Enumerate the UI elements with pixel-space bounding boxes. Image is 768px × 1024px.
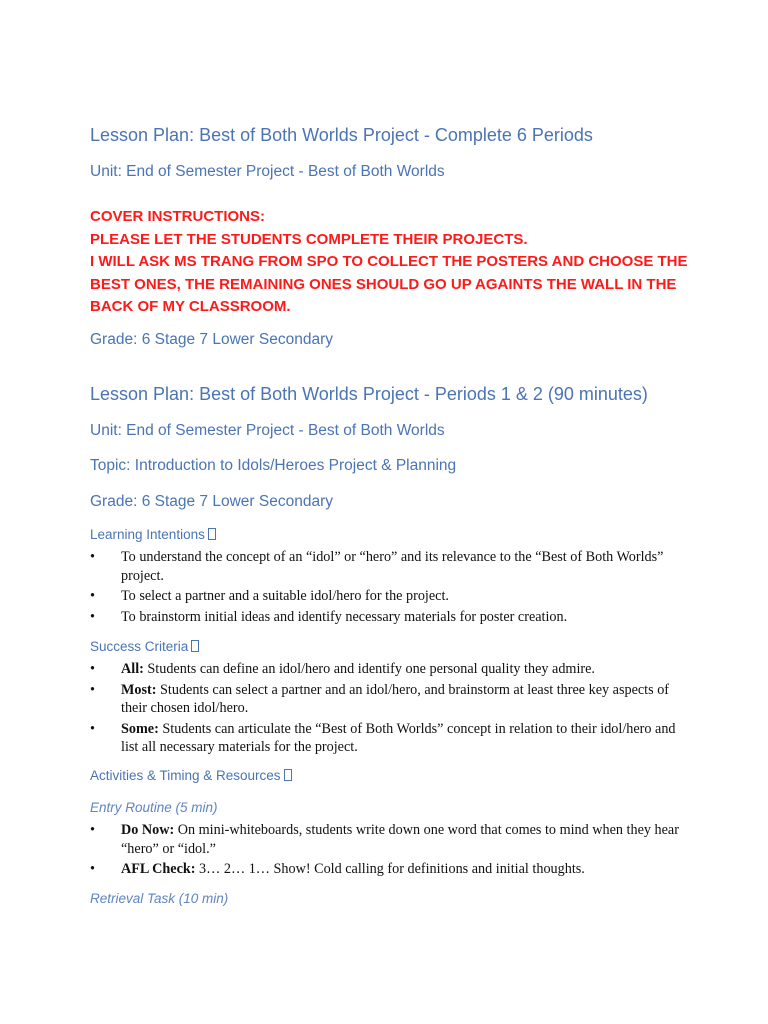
- bullet-icon: •: [90, 861, 95, 877]
- entry-routine-heading: Entry Routine (5 min): [90, 800, 218, 815]
- list-item: • To brainstorm initial ideas and identify necessary materials for poster creation.: [90, 608, 568, 625]
- cover-instructions-line: PLEASE LET THE STUDENTS COMPLETE THEIR PROJECTS.: [90, 230, 528, 248]
- bullet-icon: •: [90, 608, 95, 625]
- learning-intentions-heading: Learning Intentions: [90, 527, 216, 542]
- list-item: • AFL Check: 3… 2… 1… Show! Cold calling for definitions and initial thoughts.: [90, 861, 585, 877]
- bullet-icon: •: [90, 720, 95, 737]
- lesson-title-periods: Lesson Plan: Best of Both Worlds Project - Periods 1 & 2 (90 minutes): [90, 384, 648, 404]
- topic-heading: Topic: Introduction to Idols/Heroes Project & Planning: [90, 457, 457, 474]
- cover-instructions-line: I WILL ASK MS TRANG FROM SPO TO COLLECT THE POSTERS AND CHOOSE THE BEST ONES, THE REMAINING ONES SHOULD GO UP AGAINTS THE WALL IN THE BACK OF MY CLASSROOM.: [90, 253, 688, 315]
- bullet-icon: •: [90, 822, 95, 838]
- missing-glyph-icon: [208, 528, 216, 540]
- list-item: • To select a partner and a suitable idol/hero for the project.: [90, 588, 449, 604]
- bullet-icon: •: [90, 549, 95, 565]
- cover-instructions-title: COVER INSTRUCTIONS:: [90, 208, 266, 225]
- list-item: • Some: Students can articulate the “Best of Both Worlds” concept in relation to their idol/hero and list all necessary materials for the project.: [90, 720, 676, 755]
- missing-glyph-icon: [191, 640, 199, 652]
- list-item: • All: Students can define an idol/hero and identify one personal quality they admire.: [90, 661, 595, 677]
- activities-heading: Activities & Timing & Resources: [90, 768, 292, 783]
- bullet-icon: •: [90, 661, 95, 677]
- list-item: • To understand the concept of an “idol” or “hero” and its relevance to the “Best of Both Worlds” project.: [90, 549, 664, 584]
- entry-routine-list: [90, 821, 690, 881]
- cover-instructions: [90, 206, 690, 319]
- grade-heading: Grade: 6 Stage 7 Lower Secondary: [90, 331, 333, 348]
- missing-glyph-icon: [284, 769, 292, 781]
- success-criteria-heading: Success Criteria: [90, 639, 199, 654]
- success-criteria-list: [90, 660, 690, 759]
- list-item: • Most: Students can select a partner and an idol/hero, and brainstorm at least three key aspects of their chosen idol/hero.: [90, 681, 670, 716]
- unit-heading: Unit: End of Semester Project - Best of Both Worlds: [90, 422, 445, 439]
- retrieval-task-heading: Retrieval Task (10 min): [90, 891, 229, 906]
- unit-heading: Unit: End of Semester Project - Best of Both Worlds: [90, 163, 445, 180]
- bullet-icon: •: [90, 681, 95, 698]
- list-item: • Do Now: On mini-whiteboards, students write down one word that comes to mind when they hear “hero” or “idol.”: [90, 822, 679, 857]
- grade-heading: Grade: 6 Stage 7 Lower Secondary: [90, 493, 333, 510]
- learning-intentions-list: [90, 548, 690, 628]
- bullet-icon: •: [90, 588, 95, 604]
- lesson-title-complete: Lesson Plan: Best of Both Worlds Project - Complete 6 Periods: [90, 125, 593, 145]
